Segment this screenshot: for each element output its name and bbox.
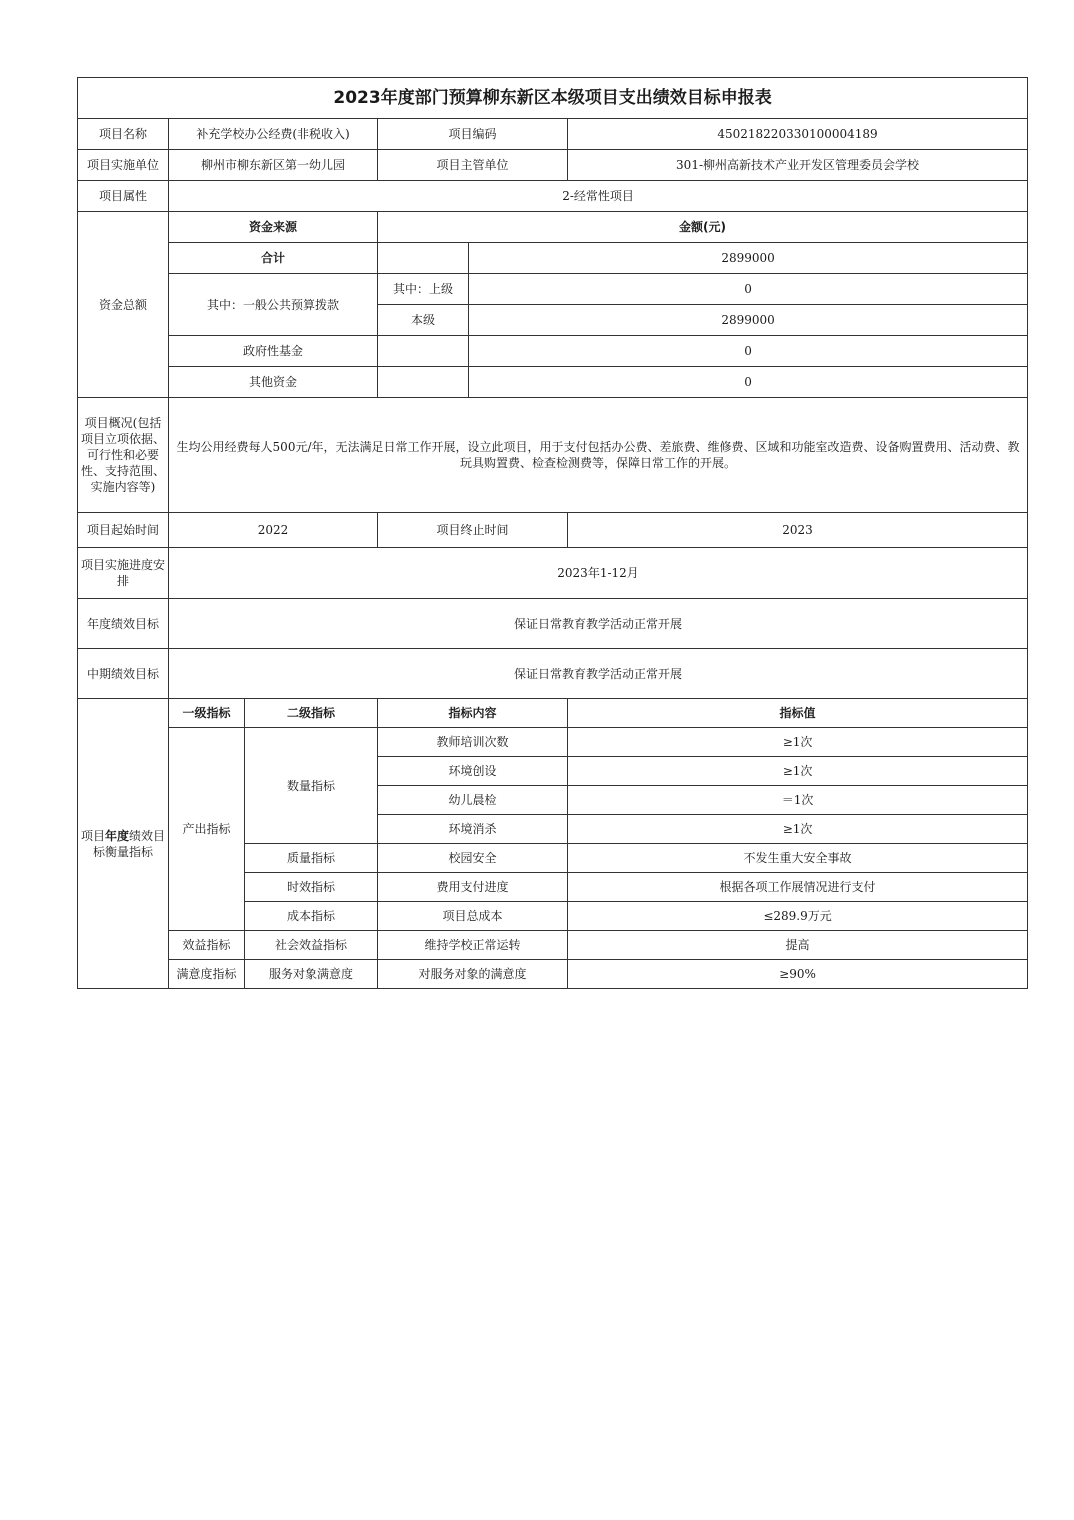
benefit-indicator-label: 效益指标 [169,931,245,960]
indicator-value: ≥90% [568,960,1028,989]
implementing-unit-label: 项目实施单位 [78,150,169,181]
output-indicator-label: 产出指标 [169,728,245,931]
total-label: 合计 [169,243,378,274]
empty-cell [378,336,469,367]
service-satisfaction-label: 服务对象满意度 [245,960,378,989]
other-fund-value: 0 [469,367,1028,398]
implementing-unit-value: 柳州市柳东新区第一幼儿园 [169,150,378,181]
indicator-content: 环境创设 [378,757,568,786]
indicators-label-pre: 项目 [80,828,105,843]
timeliness-indicator-label: 时效指标 [245,873,378,902]
indicator-content: 维持学校正常运转 [378,931,568,960]
upper-level-value: 0 [469,274,1028,305]
empty-cell [378,243,469,274]
indicator-value: ＝1次 [568,786,1028,815]
satisfaction-indicator-label: 满意度指标 [169,960,245,989]
performance-goal-form [77,77,1028,989]
project-attribute-label: 项目属性 [78,181,169,212]
end-time-value: 2023 [568,513,1028,548]
indicator-content: 环境消杀 [378,815,568,844]
indicator-content: 幼儿晨检 [378,786,568,815]
indicator-value: ≤289.9万元 [568,902,1028,931]
social-benefit-label: 社会效益指标 [245,931,378,960]
mid-goal-value: 保证日常教育教学活动正常开展 [169,649,1028,699]
indicator-content: 项目总成本 [378,902,568,931]
supervising-unit-label: 项目主管单位 [378,150,568,181]
local-level-label: 本级 [378,305,469,336]
indicators-label-bold: 年度 [104,828,129,843]
header-level1: 一级指标 [169,699,245,728]
gov-fund-value: 0 [469,336,1028,367]
indicator-content: 校园安全 [378,844,568,873]
project-code-value: 450218220330100004189 [568,119,1028,150]
project-attribute-value: 2-经常性项目 [169,181,1028,212]
quality-indicator-label: 质量指标 [245,844,378,873]
indicator-value: ≥1次 [568,757,1028,786]
amount-header: 金额(元) [378,212,1028,243]
other-fund-label: 其他资金 [169,367,378,398]
overview-label: 项目概况(包括项目立项依据、可行性和必要性、支持范围、实施内容等) [78,398,169,513]
total-value: 2899000 [469,243,1028,274]
annual-goal-label: 年度绩效目标 [78,599,169,649]
empty-cell [378,367,469,398]
indicator-content: 对服务对象的满意度 [378,960,568,989]
indicator-value: 提高 [568,931,1028,960]
total-funds-label: 资金总额 [78,212,169,398]
local-level-value: 2899000 [469,305,1028,336]
project-name-value: 补充学校办公经费(非税收入) [169,119,378,150]
supervising-unit-value: 301-柳州高新技术产业开发区管理委员会学校 [568,150,1028,181]
gov-fund-label: 政府性基金 [169,336,378,367]
form-title: 2023年度部门预算柳东新区本级项目支出绩效目标申报表 [78,78,1028,119]
indicator-content: 教师培训次数 [378,728,568,757]
indicators-label [78,699,169,989]
header-level2: 二级指标 [245,699,378,728]
start-time-value: 2022 [169,513,378,548]
indicator-value: 不发生重大安全事故 [568,844,1028,873]
mid-goal-label: 中期绩效目标 [78,649,169,699]
end-time-label: 项目终止时间 [378,513,568,548]
fund-source-header: 资金来源 [169,212,378,243]
project-name-label: 项目名称 [78,119,169,150]
header-content: 指标内容 [378,699,568,728]
indicator-content: 费用支付进度 [378,873,568,902]
overview-text: 生均公用经费每人500元/年，无法满足日常工作开展，设立此项目，用于支付包括办公费、差旅费、维修费、区域和功能室改造费、设备购置费用、活动费、教玩具购置费、检查检测费等，保障日常工作的开展。 [169,398,1028,513]
indicators-label-post: 绩效目标衡量指标 [92,828,166,859]
indicator-value: ≥1次 [568,728,1028,757]
cost-indicator-label: 成本指标 [245,902,378,931]
project-code-label: 项目编码 [378,119,568,150]
quantity-indicator-label: 数量指标 [245,728,378,844]
progress-label: 项目实施进度安排 [78,548,169,599]
progress-value: 2023年1-12月 [169,548,1028,599]
start-time-label: 项目起始时间 [78,513,169,548]
header-value: 指标值 [568,699,1028,728]
general-budget-label: 其中：一般公共预算拨款 [169,274,378,336]
indicator-value: ≥1次 [568,815,1028,844]
upper-level-label: 其中：上级 [378,274,469,305]
annual-goal-value: 保证日常教育教学活动正常开展 [169,599,1028,649]
indicator-value: 根据各项工作展情况进行支付 [568,873,1028,902]
